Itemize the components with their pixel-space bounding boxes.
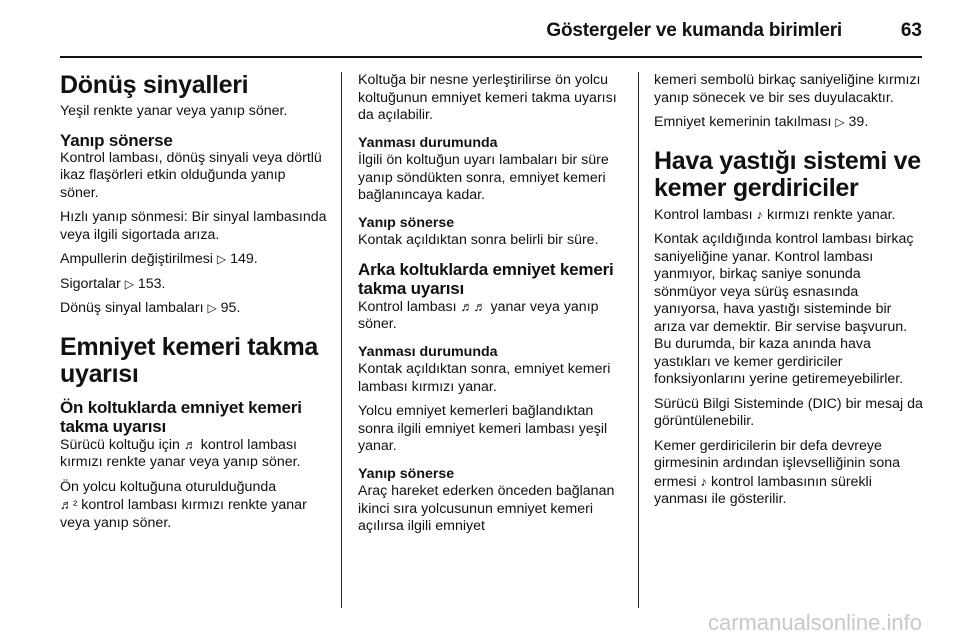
paragraph: Kemer gerdiricilerin bir defa devreye girmesinin ardından işlevselliğinin sona ermesi ♪ kontrol lambasının sürekli yanması ile gösterilir. [654,437,901,507]
paragraph: Yolcu emniyet kemerleri bağlandıktan sonra ilgili emniyet kemeri lambası yeşil yanar. [358,403,608,454]
rear-seatbelt-icon: ♬♬ [460,298,487,314]
page-header-title: Göstergeler ve kumanda birimleri [546,20,842,41]
heading-front-seatbelt: Ön koltuklarda emniyet kemeri takma uyarısı [60,397,302,436]
column-divider [638,72,639,608]
heading-turn-signals: Dönüş sinyalleri [60,71,249,99]
paragraph: Hızlı yanıp sönmesi: Bir sinyal lambasında veya ilgili sigortada arıza. [60,209,327,243]
paragraph: Sürücü Bilgi Sisteminde (DIC) bir mesaj da görüntülenebilir. [654,395,923,429]
paragraph: Kontak açıldığında kontrol lambası birkaç saniyeliğine yanar. Kontrol lambası yanmıyor, birkaç saniye sonunda sönmüyor veya sürüş esnasında yanıyorsa, hava yastığı sisteminde bir arıza var demektir. Bir servise başvurun. Bu durumda, bir kaza anında hava yastıkları ve kemer gerdiriciler fonksiyonlarını yerine getiremeyebilirler. [654,231,914,387]
heading-flashing: Yanıp sönerse [358,465,455,482]
cross-reference[interactable]: Ampullerin değiştirilmesi ▷ 149. [60,251,258,267]
seatbelt-icon: ♬ [183,436,197,452]
paragraph: İlgili ön koltuğun uyarı lambaları bir süre yanıp söndükten sonra, emniyet kemeri bağlanıncaya kadar. [358,152,609,203]
header-rule [60,56,922,58]
paragraph: Kontak açıldıktan sonra belirli bir süre. [358,232,599,248]
heading-flashing: Yanıp sönerse [358,214,455,231]
paragraph: Kontrol lambası ♪ kırmızı renkte yanar. [654,206,896,223]
heading-flashing: Yanıp sönerse [60,130,173,150]
page-number: 63 [900,20,922,41]
watermark: carmanualsonline.info [707,610,922,635]
page-header [0,0,960,60]
cross-reference[interactable]: Dönüş sinyal lambaları ▷ 95. [60,300,241,316]
paragraph: Araç hareket ederken önceden bağlanan ikinci sıra yolcusunun emniyet kemeri açılırsa ilgili emniyet [358,483,615,534]
seatbelt-passenger-icon: ♬² [60,497,78,512]
column-3 [654,72,924,516]
reference-arrow-icon: ▷ [124,276,134,291]
airbag-icon: ♪ [756,206,764,222]
heading-rear-seatbelt: Arka koltuklarda emniyet kemeri takma uyarısı [358,259,614,298]
reference-arrow-icon: ▷ [207,301,217,315]
cross-reference[interactable]: Sigortalar ▷ 153. [60,275,166,292]
paragraph: Ön yolcu koltuğuna oturulduğunda ♬² kontrol lambası kırmızı renkte yanar veya yanıp söner. [60,478,307,531]
reference-arrow-icon: ▷ [835,115,845,129]
paragraph: kemeri sembolü birkaç saniyeliğine kırmızı yanıp sönecek ve bir ses duyulacaktır. [654,72,921,106]
paragraph: Yeşil renkte yanar veya yanıp söner. [60,103,288,119]
heading-during: Yanması durumunda [358,134,498,151]
paragraph: Koltuğa bir nesne yerleştirilirse ön yolcu koltuğunun emniyet kemeri takma uyarısı da açılabilir. [358,72,617,123]
paragraph: Kontrol lambası ♬♬ yanar veya yanıp söner. [358,298,599,332]
column-2 [358,72,626,543]
heading-seatbelt-reminder: Emniyet kemeri takma uyarısı [60,332,319,388]
heading-airbag-system: Hava yastığı sistemi ve kemer gerdiriciler [654,146,921,202]
paragraph: Sürücü koltuğu için ♬ kontrol lambası kırmızı renkte yanar veya yanıp söner. [60,436,301,470]
column-1 [60,72,328,539]
airbag-icon: ♪ [700,473,708,489]
column-divider [341,72,342,608]
reference-arrow-icon: ▷ [216,252,227,266]
heading-during: Yanması durumunda [358,343,498,360]
paragraph: Kontak açıldıktan sonra, emniyet kemeri lambası kırmızı yanar. [358,361,611,395]
cross-reference[interactable]: Emniyet kemerinin takılması ▷ 39. [654,114,869,130]
paragraph: Kontrol lambası, dönüş sinyali veya dörtlü ikaz flaşörleri etkin olduğunda yanıp söner. [60,149,322,201]
